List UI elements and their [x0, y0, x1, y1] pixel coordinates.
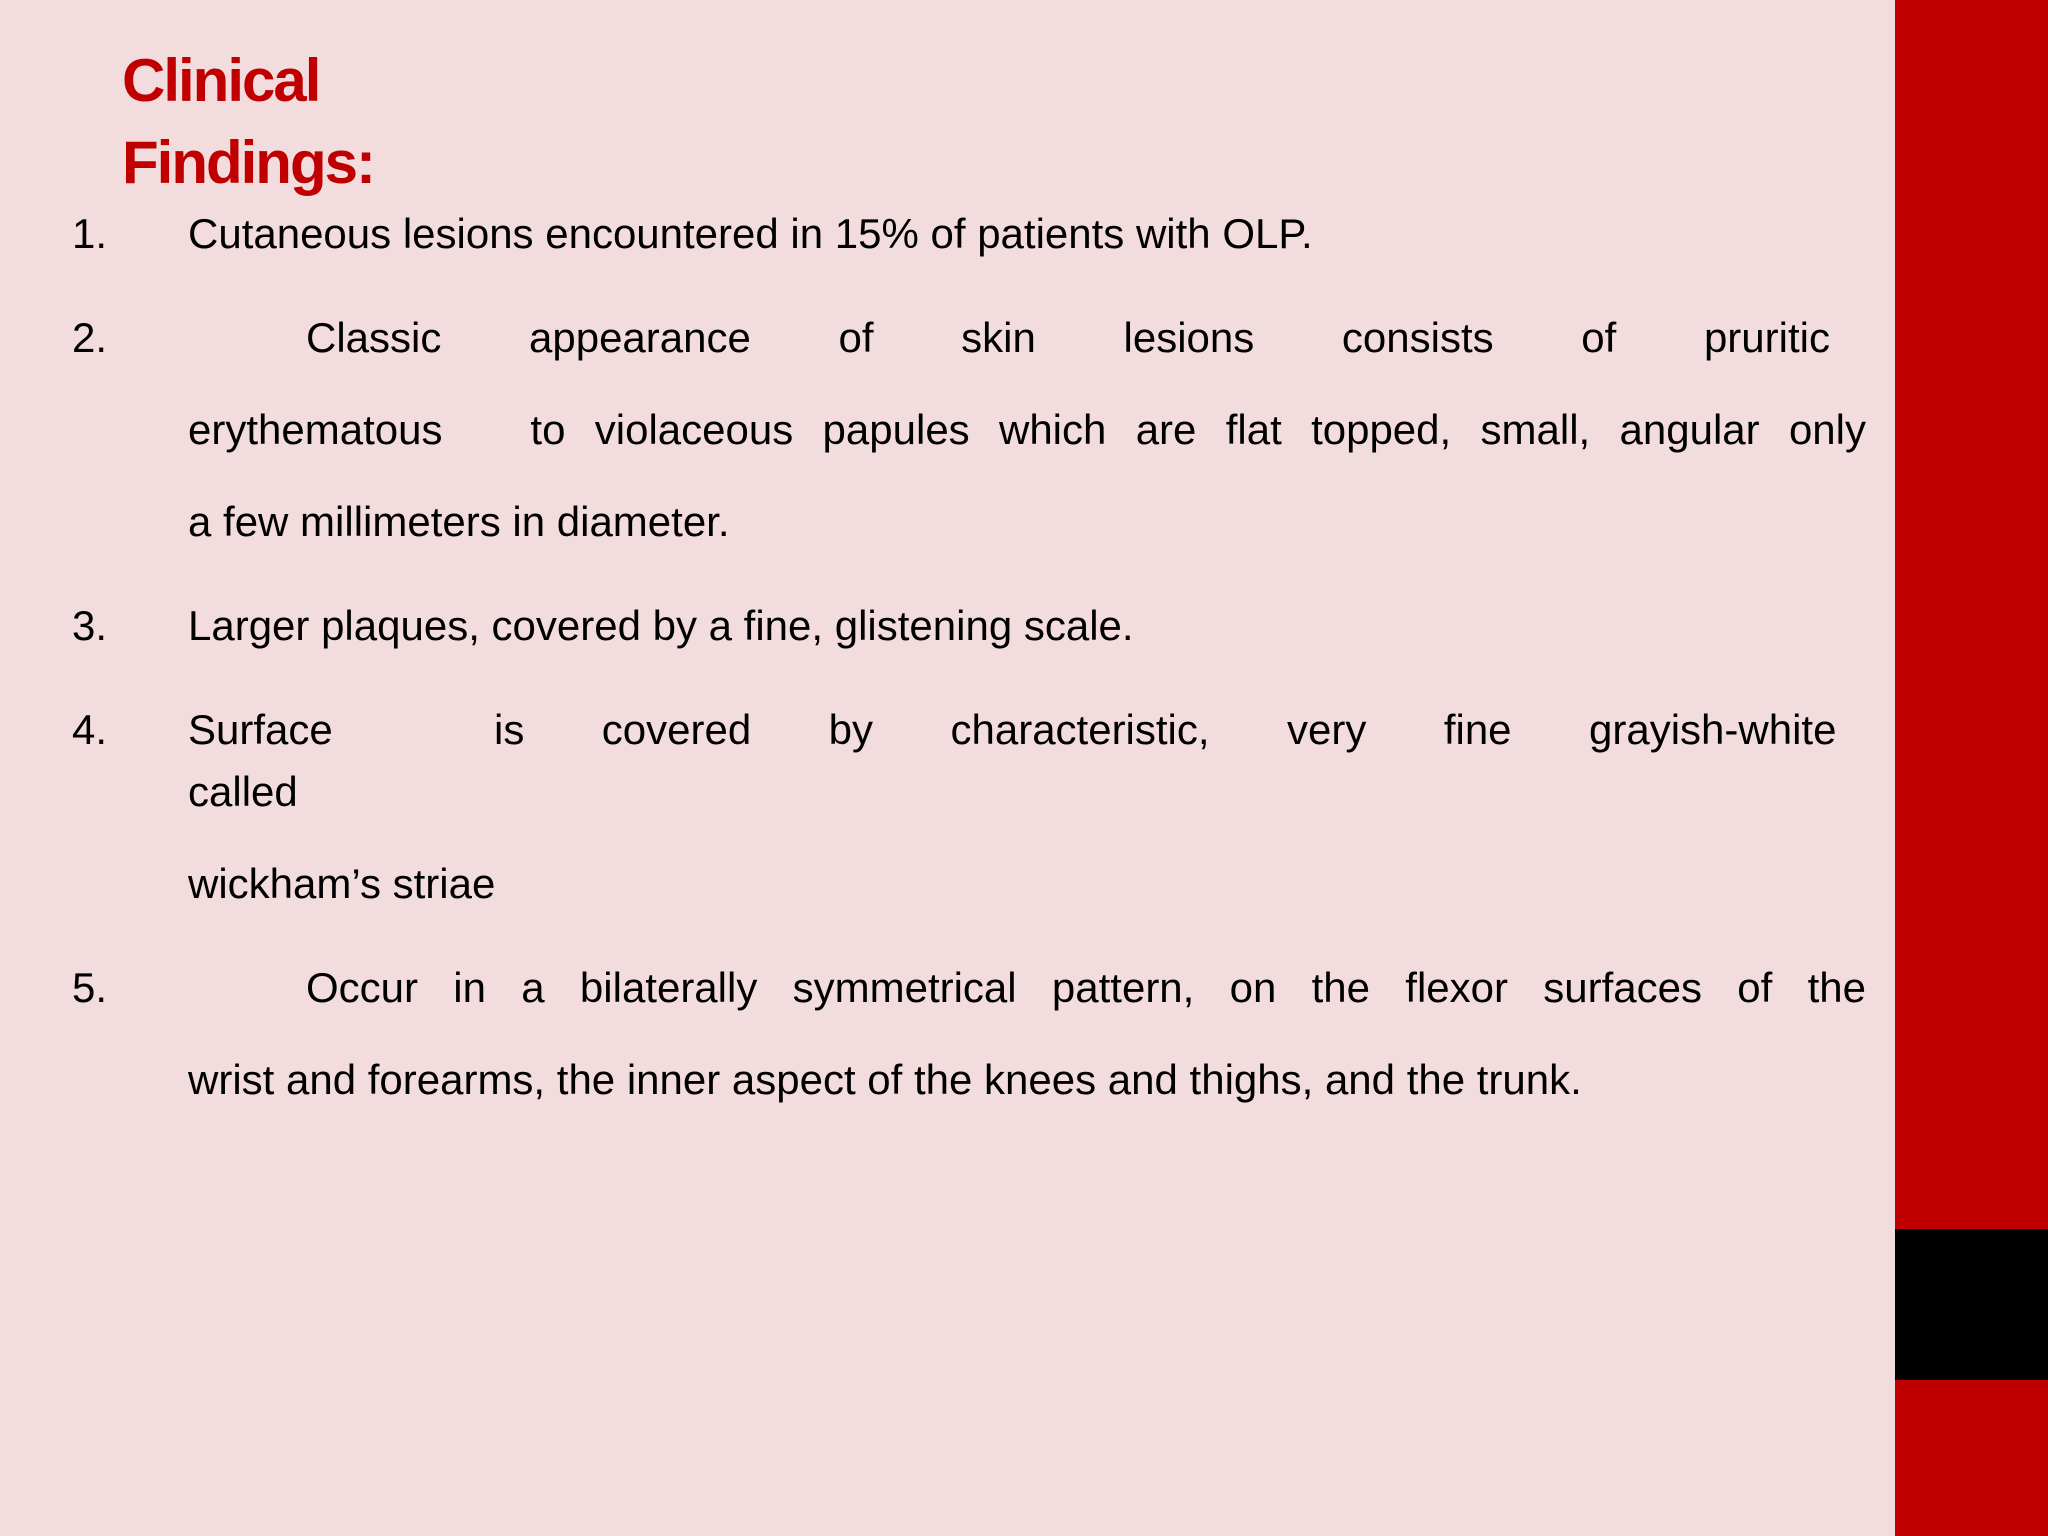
- item-2-word: consists: [1341, 314, 1494, 361]
- item-4-word: covered: [601, 706, 752, 753]
- item-2-word: appearance: [529, 314, 751, 361]
- slide-title: [122, 40, 374, 204]
- item-4-number: 4.: [72, 706, 108, 753]
- item-5-line-1: Occur in a bilaterally symmetrical pattern, on the flexor surfaces of the: [306, 964, 1866, 1011]
- item-5-line-2: wrist and forearms, the inner aspect of the knees and thighs, and the trunk.: [188, 1056, 1582, 1103]
- item-4-line-2: called: [188, 768, 298, 815]
- item-4-line-3: wickham’s striae: [188, 860, 496, 907]
- item-1-text: Cutaneous lesions encountered in 15% of patients with OLP.: [188, 210, 1313, 257]
- item-2-word: of: [838, 314, 874, 361]
- item-4-word: by: [828, 706, 874, 753]
- item-3-number: 3.: [72, 602, 108, 649]
- item-4-word-first: Surface: [188, 706, 333, 753]
- item-4-word: fine: [1443, 706, 1512, 753]
- item-4-word: very: [1287, 706, 1367, 753]
- item-2-word: of: [1581, 314, 1617, 361]
- item-2-word: lesions: [1123, 314, 1255, 361]
- item-4-word: grayish-white: [1589, 706, 1837, 753]
- item-2-number: 2.: [72, 314, 108, 361]
- item-2-line-3: a few millimeters in diameter.: [188, 498, 730, 545]
- item-2-word: pruritic: [1703, 314, 1830, 361]
- item-4-word: characteristic,: [950, 706, 1210, 753]
- item-3-text: Larger plaques, covered by a fine, glistening scale.: [188, 602, 1134, 649]
- item-2-line-2: erythematous to violaceous papules which are flat topped, small, angular only: [188, 406, 1866, 453]
- side-accent-block: [1895, 1229, 2048, 1380]
- item-2-word: Classic: [306, 314, 442, 361]
- title-line-2: Findings:: [122, 129, 374, 196]
- title-line-1: Clinical: [122, 47, 320, 114]
- item-1-number: 1.: [72, 210, 108, 257]
- item-2-line-1: [306, 314, 1830, 362]
- item-2-word: skin: [961, 314, 1036, 361]
- item-5-number: 5.: [72, 964, 108, 1011]
- item-4-word: is: [494, 706, 525, 753]
